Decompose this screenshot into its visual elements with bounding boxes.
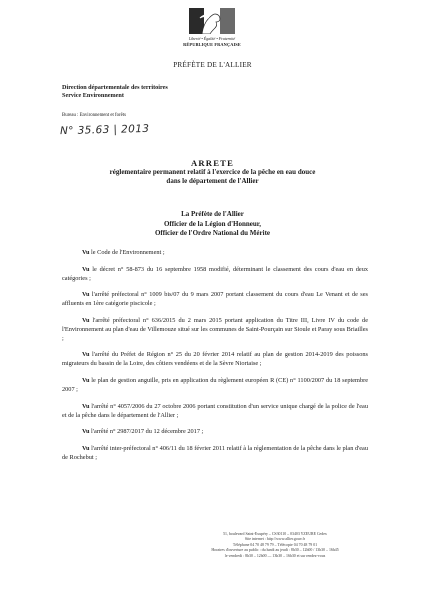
- republic-motto: Liberté • Égalité • Fraternité: [188, 36, 236, 41]
- consideration-text: le décret n° 58-873 du 16 septembre 1958 modifié, déterminant le classement des cours d'eau en deux catégories ;: [62, 265, 368, 282]
- contact-footer: [150, 532, 400, 559]
- footer-website: Site internet : http://www.allier.gouv.fr: [244, 537, 306, 542]
- signatory-honor: Officier de l'Ordre National du Mérite: [154, 229, 271, 237]
- consideration-paragraph: [62, 350, 368, 368]
- consideration-paragraph: [62, 376, 368, 394]
- arrete-subtitle-line: réglementaire permanent relatif à l'exercice de la pêche en eau douce: [109, 168, 316, 176]
- signatory-block: [0, 210, 425, 239]
- consideration-text: l'arrêté du Préfet de Région n° 25 du 20 février 2014 relatif au plan de gestion 2014-2019 des poissons migrateurs du bassin de la Loire, des côtiers vendéens et de la Sèvre Niortaise ;: [62, 351, 368, 368]
- arrete-title: ARRETE: [190, 158, 234, 168]
- signatory-honor: Officier de la Légion d'Honneur,: [163, 219, 262, 228]
- vu-label: Vu: [82, 402, 90, 410]
- footer-hours: le vendredi : 8h30 – 12h00 — 13h30 – 16h30 et sur rendez-vous: [224, 553, 326, 558]
- vu-label: Vu: [82, 291, 90, 299]
- republic-label: RÉPUBLIQUE FRANÇAISE: [183, 42, 241, 47]
- vu-label: Vu: [82, 351, 90, 359]
- consideration-paragraph: [62, 402, 368, 420]
- consideration-paragraph: [62, 290, 368, 308]
- footer-address: 51, boulevard Saint-Exupéry – CS30110 – 03403 YZEURE Cedex: [223, 532, 327, 536]
- vu-label: Vu: [82, 316, 90, 324]
- footer-phone: Téléphone 04 70 48 79 79 – Télécopie 04 70 48 79 01: [232, 542, 318, 547]
- considerations-list: [62, 248, 368, 469]
- direction-name: Direction départementale des territoires: [62, 84, 168, 91]
- footer-hours: Horaires d'ouverture au public : du lundi au jeudi : 8h30 – 12h00 / 13h30 – 16h45: [211, 548, 339, 553]
- consideration-text: l'arrêté n° 2987/2017 du 12 décembre 2017 ;: [89, 428, 204, 436]
- signatory-title: La Préfète de l'Allier: [181, 210, 244, 218]
- consideration-paragraph: [62, 316, 368, 343]
- consideration-text: le plan de gestion anguille, pris en application du règlement européen R (CE) n° 1100/2007 du 18 septembre 2007 ;: [62, 376, 368, 393]
- consideration-text: l'arrêté n° 4057/2006 du 27 octobre 2006 portant constitution d'un service unique chargé de la police de l'eau et de la pêche dans le département de l'Allier ;: [62, 402, 368, 419]
- consideration-text: le Code de l'Environnement ;: [89, 249, 165, 256]
- arrete-subtitle-line: dans le département de l'Allier: [166, 177, 259, 186]
- consideration-paragraph: [62, 248, 368, 257]
- service-block: [62, 84, 168, 100]
- consideration-text: l'arrêté préfectoral n° 1009 bis/07 du 9 mars 2007 portant classement du cours d'eau Le Venant et de ses affluents en 1ère catégorie piscicole ;: [62, 291, 368, 308]
- vu-label: Vu: [82, 444, 90, 452]
- consideration-text: l'arrêté préfectoral n° 636/2015 du 2 mars 2015 portant application du Titre III, Livre IV du code de l'Environnement au plan d'eau de Villemouze situé sur les communes de Saint-Pourçain sur Sioule et Paray sous Briailles ;: [62, 316, 368, 342]
- consideration-paragraph: [62, 444, 368, 462]
- consideration-text: l'arrêté inter-préfectoral n° 406/11 du 18 février 2011 relatif à la réglementation de la pêche dans le plan d'eau de Rochebut ;: [62, 444, 368, 461]
- vu-label: Vu: [82, 249, 90, 256]
- handwritten-reference-number: N° 35.63 | 2013: [59, 122, 150, 138]
- consideration-paragraph: [62, 427, 368, 436]
- vu-label: Vu: [82, 428, 90, 436]
- marianne-logo-icon: [189, 8, 235, 34]
- vu-label: Vu: [82, 265, 90, 273]
- arrete-subtitle: [0, 168, 425, 187]
- service-name: Service Environnement: [62, 92, 124, 99]
- bureau-name: Bureau : Environnement et forêts: [62, 113, 126, 118]
- consideration-paragraph: [62, 265, 368, 283]
- vu-label: Vu: [82, 376, 90, 384]
- prefecture-heading: PRÉFÈTE DE L'ALLIER: [173, 61, 252, 69]
